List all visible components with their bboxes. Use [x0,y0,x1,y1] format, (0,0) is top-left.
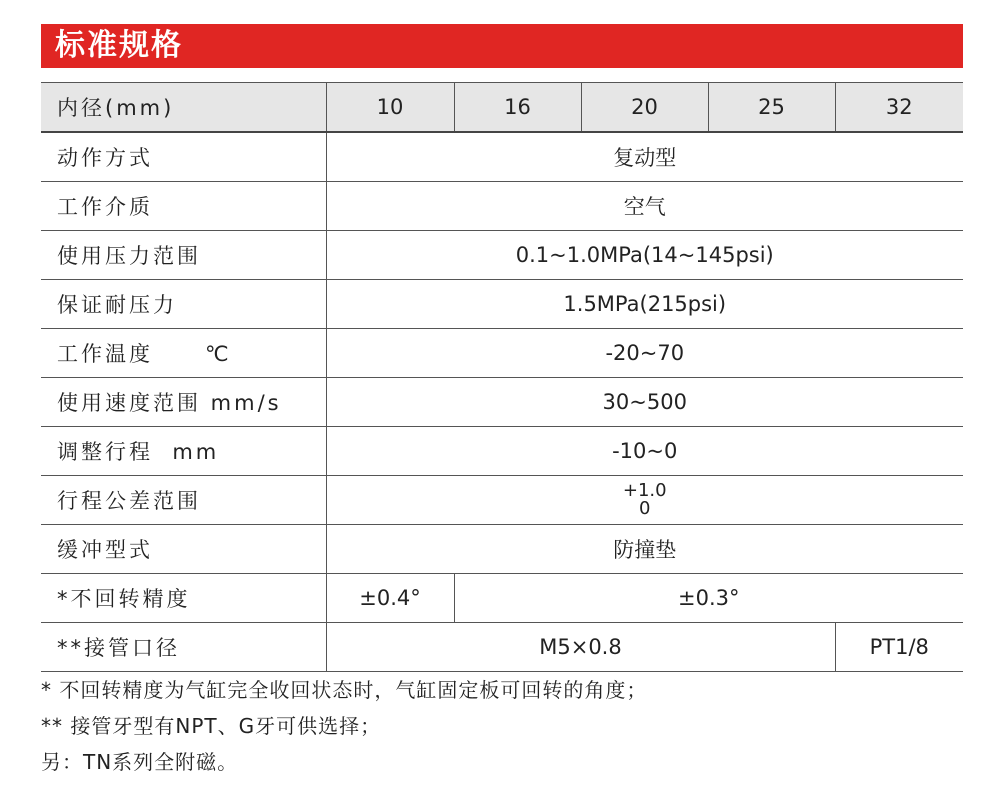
table-row [41,525,963,574]
footnote-1: * 不回转精度为气缸完全收回状态时，气缸固定板可回转的角度； [41,678,648,702]
tolerance-upper: +1.0 [622,479,667,501]
table-row [41,132,963,182]
header-label: 内径(mm) [41,83,326,133]
row-label: *不回转精度 [41,574,326,623]
footnote-2: ** 接管牙型有NPT、G牙可供选择； [41,714,382,738]
row-label: 调整行程 mm [41,427,326,476]
row-label: 缓冲型式 [41,525,326,574]
row-value: 1.5MPa(215psi) [326,280,963,329]
row-label: 动作方式 [41,132,326,182]
row-label [41,329,326,378]
table-header-row [41,83,963,133]
row-label: 工作介质 [41,182,326,231]
footnote-3: 另：TN系列全附磁。 [41,750,239,774]
table-row [41,476,963,525]
row-label: 使用速度范围 mm/s [41,378,326,427]
row-label: 使用压力范围 [41,231,326,280]
table-row [41,574,963,623]
footnotes [41,672,647,780]
row-label: **接管口径 [41,623,326,672]
row-value-rest: ±0.3° [454,574,963,623]
table-row [41,427,963,476]
table-row [41,329,963,378]
row-value [326,476,963,525]
spec-table [41,82,963,672]
row-value: 防撞垫 [326,525,963,574]
row-label: 行程公差范围 [41,476,326,525]
table-row [41,231,963,280]
row-value: -20~70 [326,329,963,378]
tolerance-value [622,479,667,519]
temp-unit: ℃ [205,342,232,366]
row-label: 保证耐压力 [41,280,326,329]
table-row [41,280,963,329]
tolerance-lower: 0 [639,497,651,519]
table-row [41,378,963,427]
row-value: 空气 [326,182,963,231]
row-value-32: PT1/8 [835,623,963,672]
bore-20: 20 [581,83,708,133]
bore-32: 32 [835,83,963,133]
row-value: 复动型 [326,132,963,182]
row-value-small: M5×0.8 [326,623,835,672]
row-value: 30~500 [326,378,963,427]
bore-16: 16 [454,83,581,133]
table-row [41,623,963,672]
row-value: -10~0 [326,427,963,476]
row-value: 0.1~1.0MPa(14~145psi) [326,231,963,280]
table-row [41,182,963,231]
bore-10: 10 [326,83,454,133]
row-value-10: ±0.4° [326,574,454,623]
section-title: 标准规格 [41,24,963,68]
temp-label: 工作温度 [57,342,153,366]
bore-25: 25 [708,83,835,133]
